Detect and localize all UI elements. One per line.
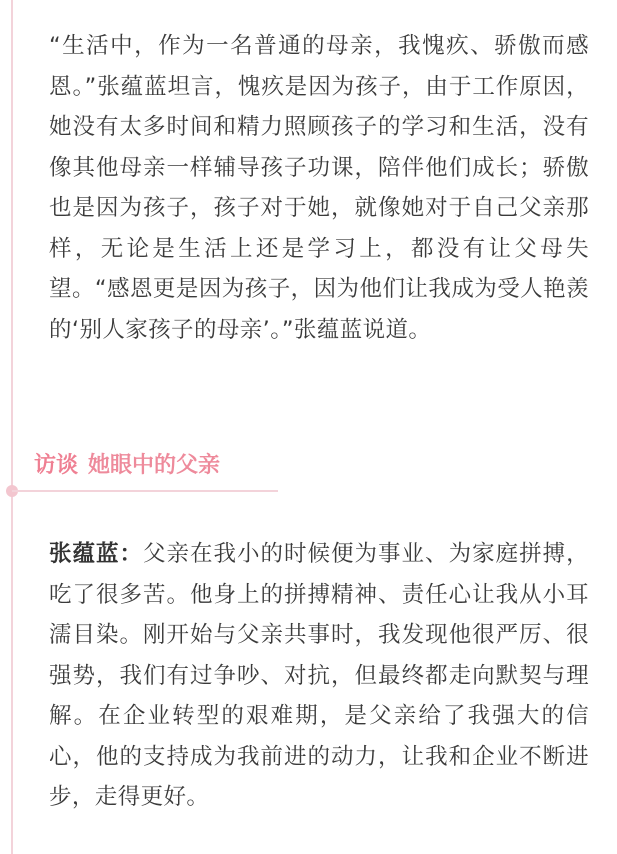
- section-label: 访谈: [34, 453, 79, 478]
- section-title: 她眼中的父亲: [88, 453, 221, 478]
- interview-answer-paragraph: [49, 534, 589, 818]
- left-timeline-rule: [11, 0, 13, 854]
- section-divider: [12, 490, 278, 492]
- speaker-name: 张蕴蓝：: [49, 541, 144, 567]
- intro-paragraph: “生活中，作为一名普通的母亲，我愧疚、骄傲而感恩。”张蕴蓝坦言，愧疚是因为孩子，由于工作原因，她没有太多时间和精力照顾孩子的学习和生活，没有像其他母亲一样辅导孩子功课，陪伴他们成长；骄傲也是因为孩子，孩子对于她，就像她对于自己父亲那样，无论是生活上还是学习上，都没有让父母失望。“感恩更是因为孩子，因为他们让我成为受人艳羡的‘别人家孩子的母亲’。”张蕴蓝说道。: [49, 33, 589, 343]
- interview-answer-text: 父亲在我小的时候便为事业、为家庭拼搏，吃了很多苦。他身上的拼搏精神、责任心让我从小耳濡目染。刚开始与父亲共事时，我发现他很严厉、很强势，我们有过争吵、对抗，但最终都走向默契与理解。在企业转型的艰难期，是父亲给了我强大的信心，他的支持成为我前进的动力，让我和企业不断进步，走得更好。: [49, 541, 589, 810]
- section-heading: [34, 452, 220, 480]
